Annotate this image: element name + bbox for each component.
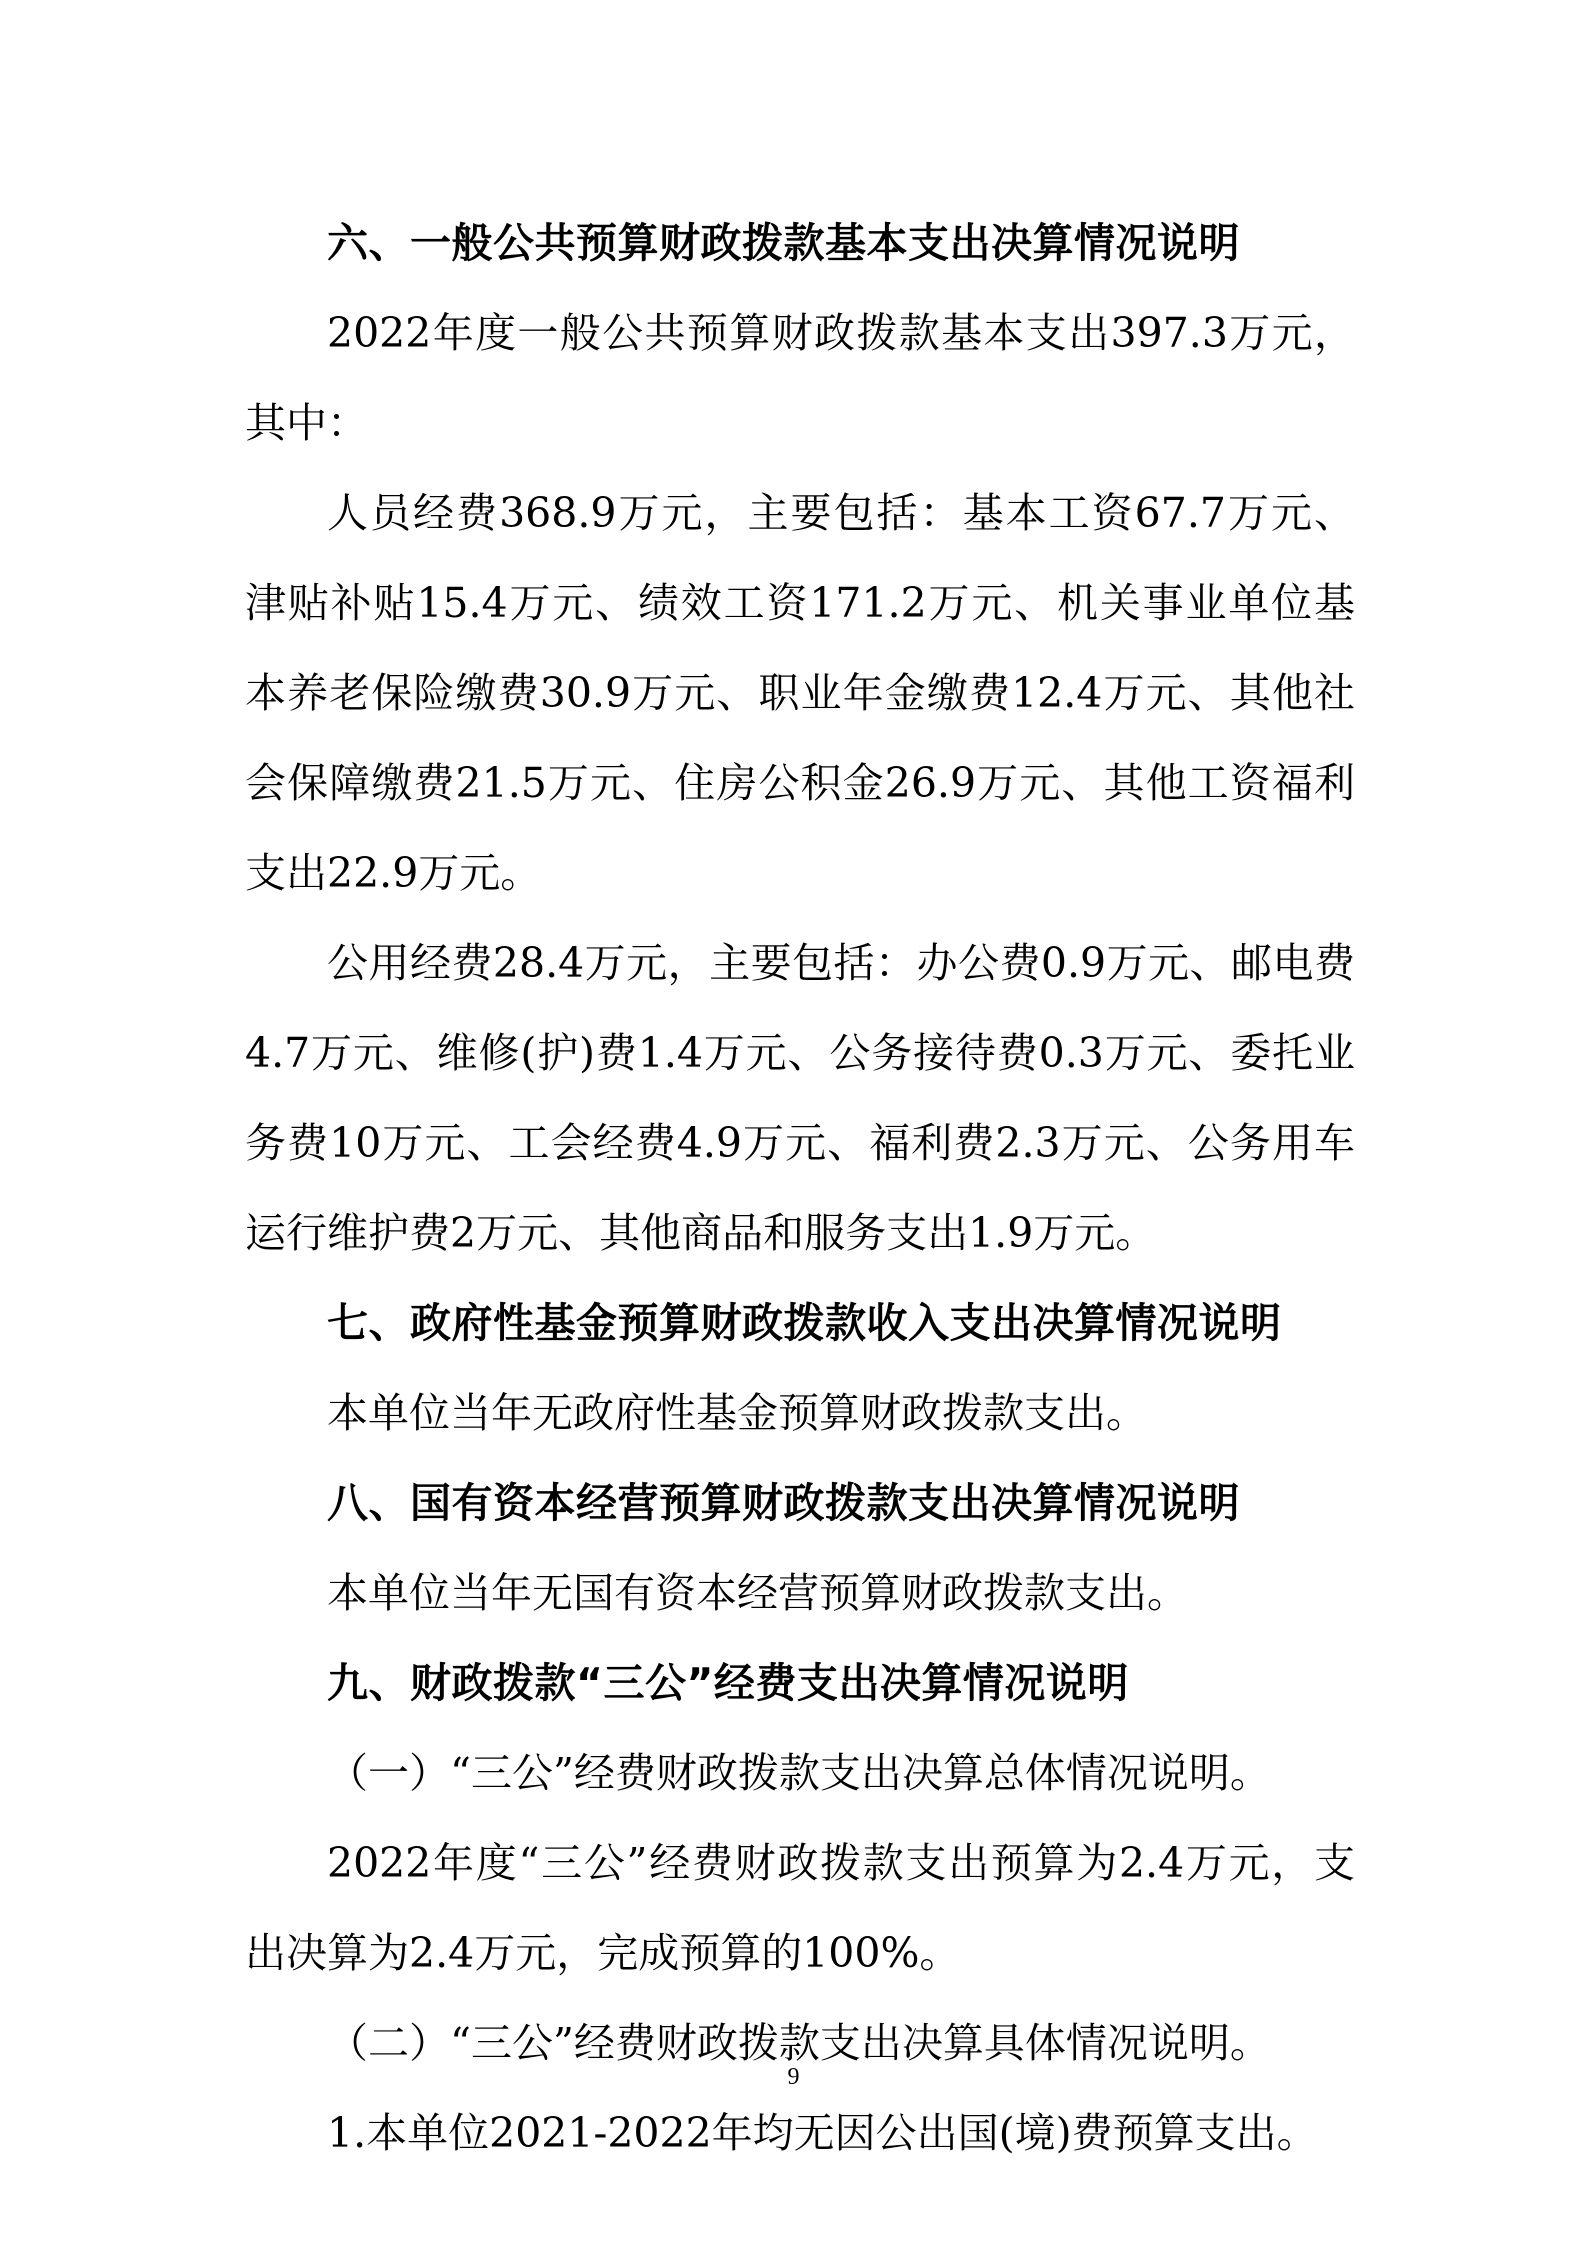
subheading-specific: （二）“三公”经费财政拨款支出决算具体情况说明。 [327, 2019, 1271, 2067]
document-body [245, 198, 1355, 2178]
page-number: 9 [787, 2064, 800, 2090]
paragraph-government-fund: 本单位当年无政府性基金预算财政拨款支出。 [327, 1389, 1147, 1437]
subheading-overall: （一）“三公”经费财政拨款支出决算总体情况说明。 [327, 1749, 1271, 1797]
section-heading-6: 六、一般公共预算财政拨款基本支出决算情况说明 [327, 219, 1240, 267]
paragraph-three-public-overall: 2022年度“三公”经费财政拨款支出预算为2.4万元，支出决算为2.4万元，完成预算的100%。 [245, 1839, 1355, 1977]
paragraph-personnel-expenses: 人员经费368.9万元，主要包括：基本工资67.7万元、津贴补贴15.4万元、绩效工资171.2万元、机关事业单位基本养老保险缴费30.9万元、职业年金缴费12.4万元、其他社会保障缴费21.5万元、住房公积金26.9万元、其他工资福利支出22.9万元。 [245, 489, 1355, 897]
paragraph-basic-expenditure: 2022年度一般公共预算财政拨款基本支出397.3万元，其中： [245, 309, 1355, 447]
section-heading-7: 七、政府性基金预算财政拨款收入支出决算情况说明 [327, 1299, 1282, 1347]
paragraph-overseas-travel: 1.本单位2021-2022年均无因公出国(境)费预算支出。 [327, 2109, 1318, 2157]
section-heading-8: 八、国有资本经营预算财政拨款支出决算情况说明 [327, 1479, 1240, 1527]
section-heading-9: 九、财政拨款“三公”经费支出决算情况说明 [327, 1659, 1129, 1707]
paragraph-public-expenses: 公用经费28.4万元，主要包括：办公费0.9万元、邮电费4.7万元、维修(护)费1.4万元、公务接待费0.3万元、委托业务费10万元、工会经费4.9万元、福利费2.3万元、公务用车运行维护费2万元、其他商品和服务支出1.9万元。 [245, 939, 1355, 1257]
paragraph-state-capital: 本单位当年无国有资本经营预算财政拨款支出。 [327, 1569, 1188, 1617]
